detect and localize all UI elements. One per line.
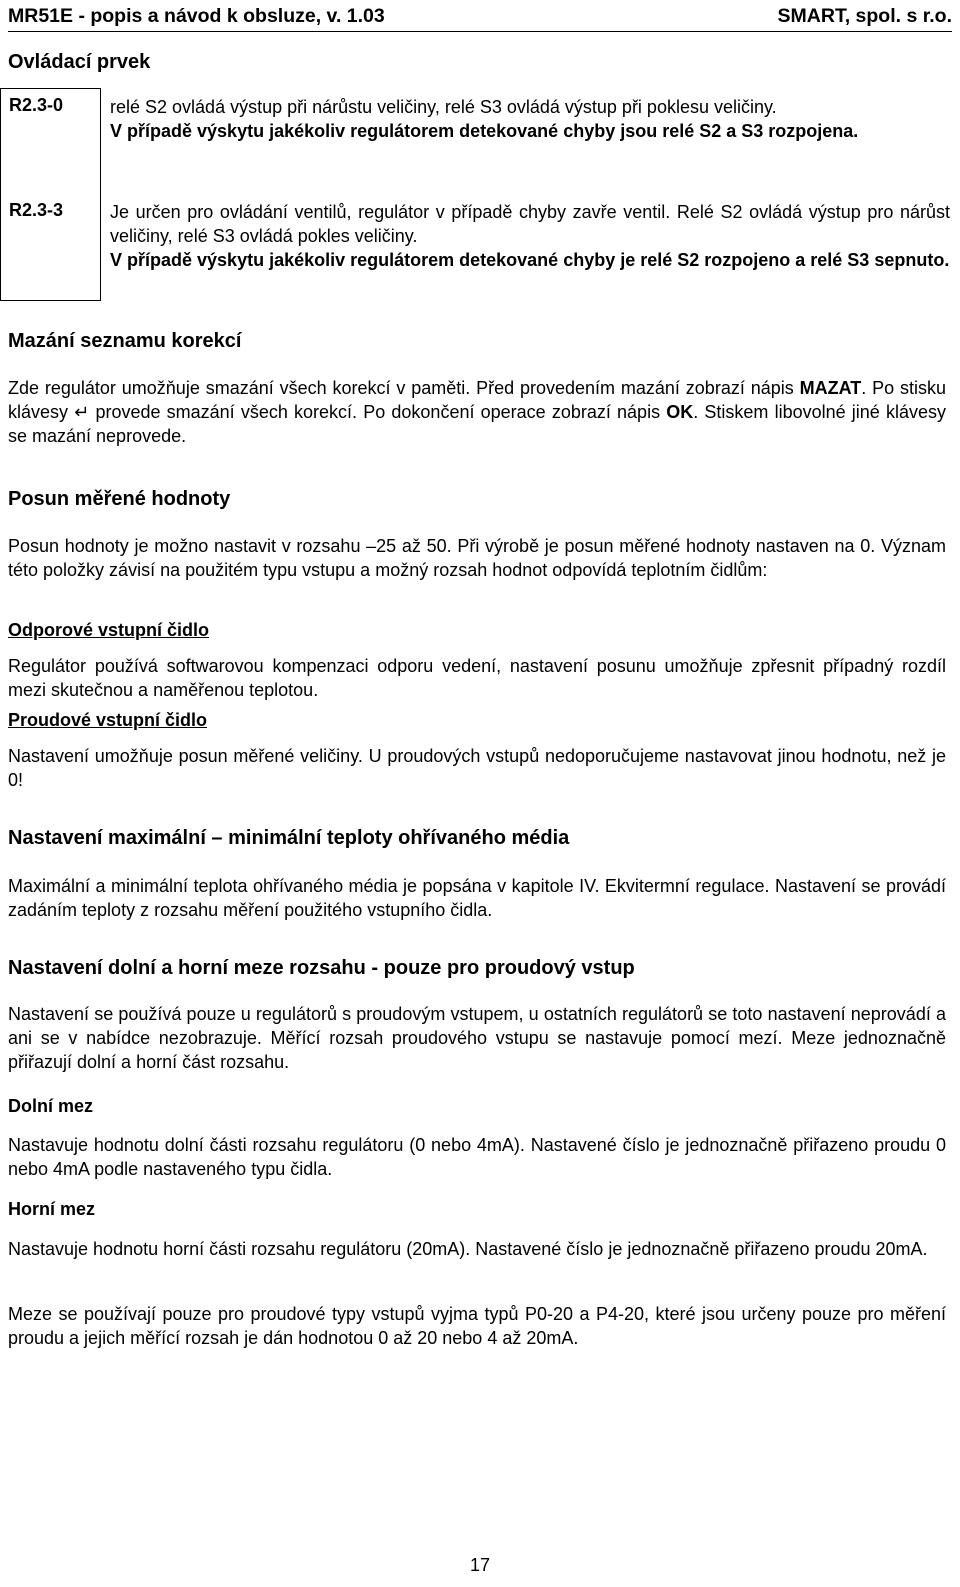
proudove-title: Proudové vstupní čidlo <box>8 710 208 730</box>
desc-r230 <box>110 95 950 143</box>
mazani-text-part: . Po stisku klávesy <box>8 378 947 422</box>
code-r230: R2.3-0 <box>9 95 64 115</box>
meze-final-text: Meze se používají pouze pro proudové typy vstupů vyjma typů P0-20 a P4-20, které jsou určeny pouze pro měření proudu a jejich měřící rozsah je dán hodnotou 0 až 20 nebo 4 až 20mA. <box>8 1304 946 1348</box>
header-document-title: MR51E - popis a návod k obsluze, v. 1.03 <box>8 5 385 27</box>
code-r233: R2.3-3 <box>9 200 64 220</box>
proudove-text: Nastavení umožňuje posun měřené veličiny. U proudových vstupů nedoporučujeme nastavovat jinou hodnotu, než je 0! <box>8 746 946 790</box>
dolni-mez-text: Nastavuje hodnotu dolní části rozsahu regulátoru (0 nebo 4mA). Nastavené číslo je jednoznačně přiřazeno proudu 0 nebo 4mA podle nastaveného typu čidla. <box>8 1135 946 1179</box>
maxmin-title: Nastavení maximální – minimální teploty ohřívaného média <box>8 827 570 849</box>
desc-r233-line2: V případě výskytu jakékoliv regulátorem detekované chyby je relé S2 rozpojeno a relé S3 sepnuto. <box>110 250 950 270</box>
page-number: 17 <box>469 1555 491 1575</box>
odporove-title: Odporové vstupní čidlo <box>8 620 210 640</box>
mazani-text-part: Zde regulátor umožňuje smazání všech korekcí v paměti. Před provedením mazání zobrazí nápis <box>8 378 800 398</box>
mazani-title: Mazání seznamu korekcí <box>8 330 242 352</box>
desc-r233 <box>110 200 950 272</box>
controls-code-box <box>0 88 101 301</box>
mazani-text-part: provede smazání všech korekcí. Po dokončení operace zobrazí nápis <box>89 402 667 422</box>
meze-title: Nastavení dolní a horní meze rozsahu - pouze pro proudový vstup <box>8 957 635 979</box>
enter-key-icon: ↵ <box>74 402 90 422</box>
odporove-text: Regulátor používá softwarovou kompenzaci odporu vedení, nastavení posunu umožňuje zpřesnit případný rozdíl mezi skutečnou a naměřenou teplotou. <box>8 656 946 700</box>
mazani-text-part: . Stiskem libovolné jiné klávesy se mazání neprovede. <box>8 402 946 446</box>
mazani-text <box>8 376 946 448</box>
horni-mez-text: Nastavuje hodnotu horní části rozsahu regulátoru (20mA). Nastavené číslo je jednoznačně přiřazeno proudu 20mA. <box>8 1239 928 1259</box>
desc-r233-line1: Je určen pro ovládání ventilů, regulátor v případě chyby zavře ventil. Relé S2 ovládá výstup pro nárůst veličiny, relé S3 ovládá pokles veličiny. <box>110 202 950 246</box>
dolni-mez-title: Dolní mez <box>8 1096 94 1116</box>
posun-text: Posun hodnoty je možno nastavit v rozsahu –25 až 50. Při výrobě je posun měřené hodnoty nastaven na 0. Význam této položky závisí na použitém typu vstupu a možný rozsah hodnot odpovídá teplotním čidlům: <box>8 536 946 580</box>
ok-label: OK <box>666 402 694 422</box>
horni-mez-title: Horní mez <box>8 1199 96 1219</box>
page-header <box>8 3 952 32</box>
controls-title: Ovládací prvek <box>8 51 151 73</box>
header-company: SMART, spol. s r.o. <box>777 5 952 27</box>
posun-title: Posun měřené hodnoty <box>8 488 231 510</box>
maxmin-text: Maximální a minimální teplota ohřívaného média je popsána v kapitole IV. Ekvitermní regulace. Nastavení se provádí zadáním teploty z rozsahu měření použitého vstupního čidla. <box>8 876 946 920</box>
desc-r230-line2: V případě výskytu jakékoliv regulátorem detekované chyby jsou relé S2 a S3 rozpojena. <box>110 121 859 141</box>
mazat-label: MAZAT <box>799 378 862 398</box>
meze-text: Nastavení se používá pouze u regulátorů s proudovým vstupem, u ostatních regulátorů se toto nastavení neprovádí a ani se v nabídce nezobrazuje. Měřící rozsah proudového vstupu se nastavuje pomocí mezí. Meze jednoznačně přiřazují dolní a horní část rozsahu. <box>8 1004 946 1072</box>
desc-r230-line1: relé S2 ovládá výstup při nárůstu veličiny, relé S3 ovládá výstup při poklesu veličiny. <box>110 97 777 117</box>
